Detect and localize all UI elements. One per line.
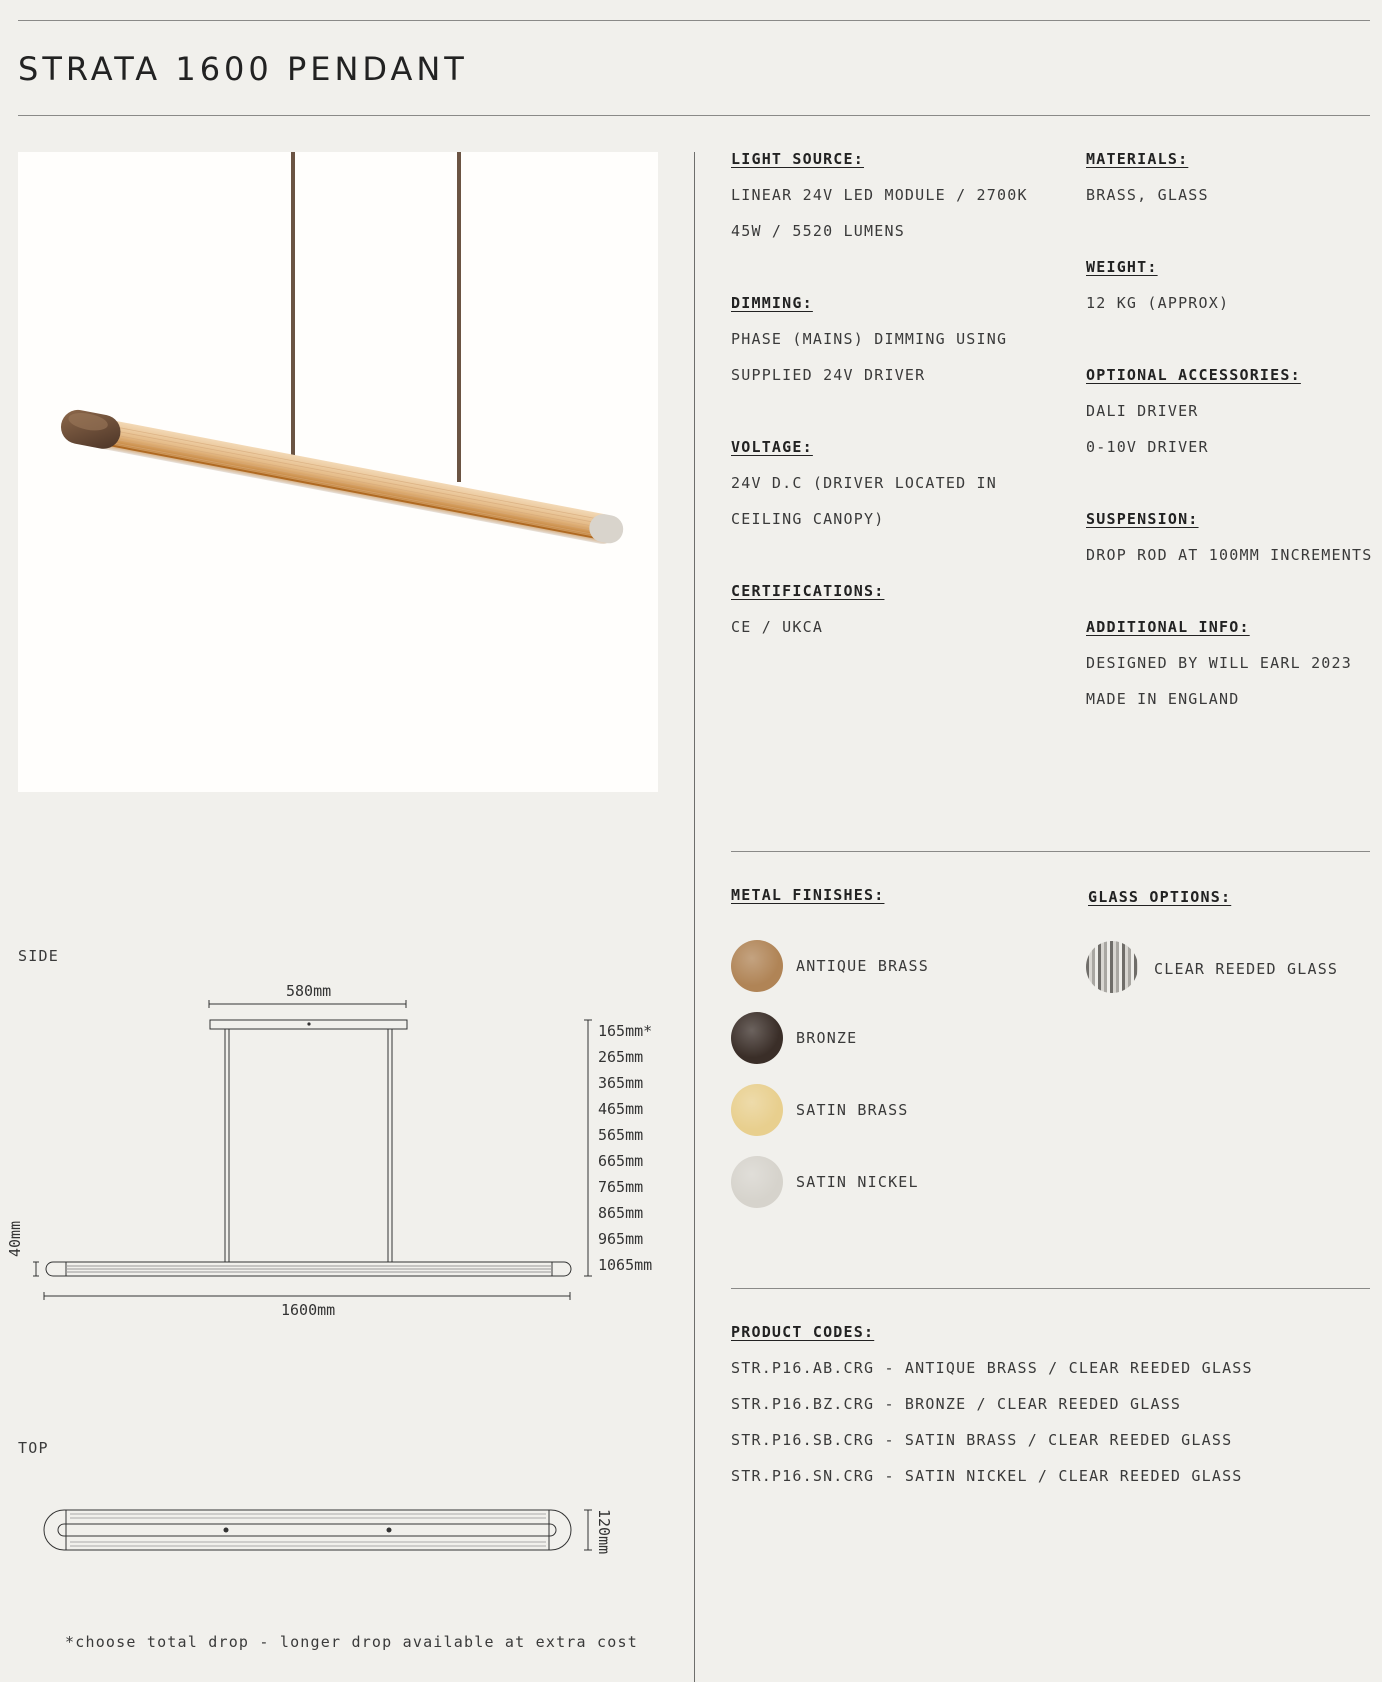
drop-option: 965mm bbox=[598, 1230, 644, 1248]
spec-value: PHASE (MAINS) DIMMING USING bbox=[731, 330, 1008, 348]
depth-label: 120mm bbox=[595, 1509, 613, 1555]
spec-value: MADE IN ENGLAND bbox=[1086, 690, 1240, 708]
product-code: STR.P16.BZ.CRG - BRONZE / CLEAR REEDED GLASS bbox=[731, 1395, 1182, 1413]
footnote: *choose total drop - longer drop available at extra cost bbox=[65, 1633, 638, 1651]
product-code: STR.P16.SB.CRG - SATIN BRASS / CLEAR REEDED GLASS bbox=[731, 1431, 1233, 1449]
metal-swatch bbox=[731, 1156, 783, 1208]
spec-value: CE / UKCA bbox=[731, 618, 824, 636]
finishes-rule bbox=[731, 851, 1370, 852]
spec-heading: CERTIFICATIONS: bbox=[731, 582, 885, 600]
top-outline bbox=[44, 1510, 571, 1550]
product-photo bbox=[18, 152, 658, 792]
metal-finishes-heading: METAL FINISHES: bbox=[731, 886, 885, 904]
spec-value: BRASS, GLASS bbox=[1086, 186, 1209, 204]
top-rule bbox=[18, 20, 1370, 21]
spec-heading: WEIGHT: bbox=[1086, 258, 1158, 276]
spec-value: CEILING CANOPY) bbox=[731, 510, 885, 528]
drop-option: 665mm bbox=[598, 1152, 644, 1170]
spec-value: SUPPLIED 24V DRIVER bbox=[731, 366, 926, 384]
metal-finish-label: SATIN BRASS bbox=[796, 1101, 909, 1119]
metal-swatch bbox=[731, 1012, 783, 1064]
drop-option: 265mm bbox=[598, 1048, 644, 1066]
spec-value: 12 KG (APPROX) bbox=[1086, 294, 1230, 312]
canopy-width-label: 580mm bbox=[286, 982, 332, 1000]
drop-option: 365mm bbox=[598, 1074, 644, 1092]
height-label: 40mm bbox=[6, 1220, 24, 1257]
drop-rod-left bbox=[291, 152, 295, 472]
metal-finish-label: BRONZE bbox=[796, 1029, 858, 1047]
spec-value: 0-10V DRIVER bbox=[1086, 438, 1209, 456]
metal-finish-label: SATIN NICKEL bbox=[796, 1173, 919, 1191]
drop-option: 565mm bbox=[598, 1126, 644, 1144]
metal-swatch bbox=[731, 1084, 783, 1136]
page-title: STRATA 1600 PENDANT bbox=[18, 50, 468, 88]
spec-value: 45W / 5520 LUMENS bbox=[731, 222, 905, 240]
spec-heading: LIGHT SOURCE: bbox=[731, 150, 864, 168]
spec-heading: OPTIONAL ACCESSORIES: bbox=[1086, 366, 1301, 384]
title-rule bbox=[18, 115, 1370, 116]
side-view-drawing bbox=[0, 980, 690, 1330]
column-divider bbox=[694, 152, 695, 1682]
side-view-label: SIDE bbox=[18, 947, 59, 965]
spec-heading: ADDITIONAL INFO: bbox=[1086, 618, 1250, 636]
metal-swatch bbox=[731, 940, 783, 992]
glass-options-heading: GLASS OPTIONS: bbox=[1088, 888, 1232, 906]
metal-finish-label: ANTIQUE BRASS bbox=[796, 957, 929, 975]
glass-option-label: CLEAR REEDED GLASS bbox=[1154, 960, 1339, 978]
spec-heading: VOLTAGE: bbox=[731, 438, 813, 456]
drop-option: 765mm bbox=[598, 1178, 644, 1196]
spec-heading: MATERIALS: bbox=[1086, 150, 1189, 168]
drop-option: 865mm bbox=[598, 1204, 644, 1222]
spec-value: DROP ROD AT 100MM INCREMENTS bbox=[1086, 546, 1373, 564]
drop-option: 165mm* bbox=[598, 1022, 653, 1040]
codes-rule bbox=[731, 1288, 1370, 1289]
spec-value: DALI DRIVER bbox=[1086, 402, 1199, 420]
product-code: STR.P16.AB.CRG - ANTIQUE BRASS / CLEAR REEDED GLASS bbox=[731, 1359, 1253, 1377]
drop-option: 1065mm bbox=[598, 1256, 653, 1274]
top-view-drawing bbox=[0, 1500, 690, 1560]
spec-value: 24V D.C (DRIVER LOCATED IN bbox=[731, 474, 997, 492]
drop-option: 465mm bbox=[598, 1100, 644, 1118]
product-codes-heading: PRODUCT CODES: bbox=[731, 1323, 875, 1341]
spec-heading: SUSPENSION: bbox=[1086, 510, 1199, 528]
spec-value: LINEAR 24V LED MODULE / 2700K bbox=[731, 186, 1028, 204]
pendant-illustration bbox=[18, 152, 658, 792]
length-label: 1600mm bbox=[281, 1301, 336, 1319]
spec-heading: DIMMING: bbox=[731, 294, 813, 312]
product-code: STR.P16.SN.CRG - SATIN NICKEL / CLEAR REEDED GLASS bbox=[731, 1467, 1243, 1485]
glass-swatch-clear-reeded bbox=[1086, 941, 1138, 993]
drop-rod-right bbox=[457, 152, 461, 482]
spec-value: DESIGNED BY WILL EARL 2023 bbox=[1086, 654, 1352, 672]
top-view-label: TOP bbox=[18, 1439, 49, 1457]
